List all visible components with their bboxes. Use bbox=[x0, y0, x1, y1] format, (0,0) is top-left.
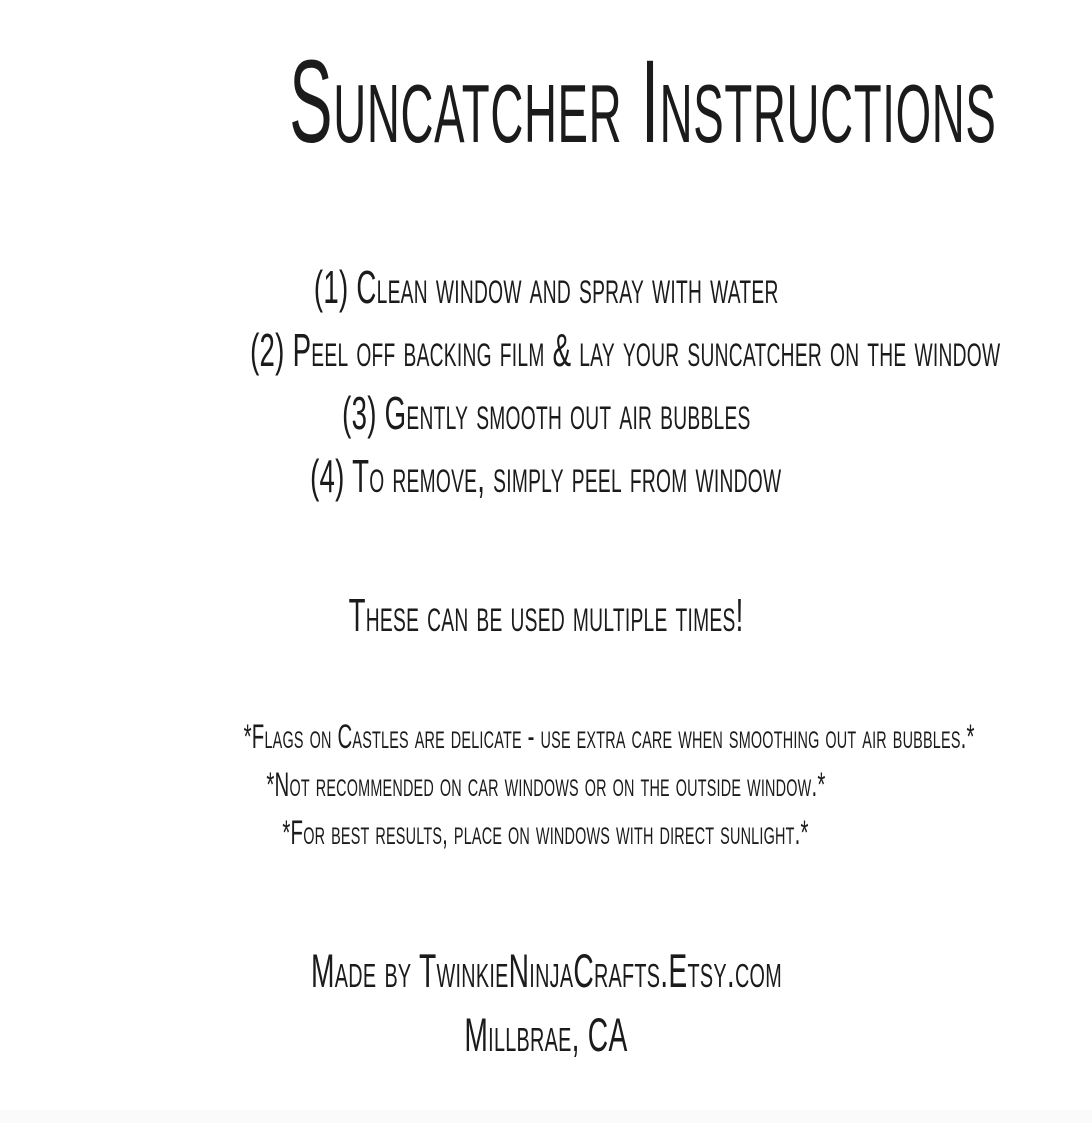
step-3 bbox=[0, 382, 1092, 445]
cautions-list bbox=[0, 713, 1092, 857]
caution-1-text: *Flags on Castles are delicate - use extra care when smoothing out air bubbles.* bbox=[243, 718, 975, 756]
steps-list bbox=[0, 256, 1092, 508]
step-1-text: (1) Clean window and spray with water bbox=[313, 261, 779, 313]
page-title: Suncatcher Instructions bbox=[289, 36, 997, 168]
title-block bbox=[0, 0, 1092, 168]
step-2-text: (2) Peel off backing film & lay your suncatcher on the window bbox=[250, 324, 1001, 376]
footer-block bbox=[0, 939, 1092, 1067]
made-by-text: Made by TwinkieNinjaCrafts.Etsy.com bbox=[310, 944, 782, 997]
step-3-text: (3) Gently smooth out air bubbles bbox=[341, 387, 751, 439]
reuse-note: These can be used multiple times! bbox=[348, 589, 744, 641]
caution-3-text: *For best results, place on windows with direct sunlight.* bbox=[282, 814, 810, 852]
location-line bbox=[0, 1003, 1092, 1067]
caution-3 bbox=[0, 809, 1092, 857]
caution-1 bbox=[0, 713, 1092, 761]
reuse-note-block bbox=[0, 584, 1092, 647]
step-4 bbox=[0, 445, 1092, 508]
location-text: Millbrae, CA bbox=[464, 1008, 628, 1061]
step-2 bbox=[0, 319, 1092, 382]
caution-2 bbox=[0, 761, 1092, 809]
made-by-line bbox=[0, 939, 1092, 1003]
bottom-edge-strip bbox=[0, 1110, 1092, 1123]
caution-2-text: *Not recommended on car windows or on the outside window.* bbox=[266, 766, 826, 804]
step-1 bbox=[0, 256, 1092, 319]
step-4-text: (4) To remove, simply peel from window bbox=[310, 450, 782, 502]
